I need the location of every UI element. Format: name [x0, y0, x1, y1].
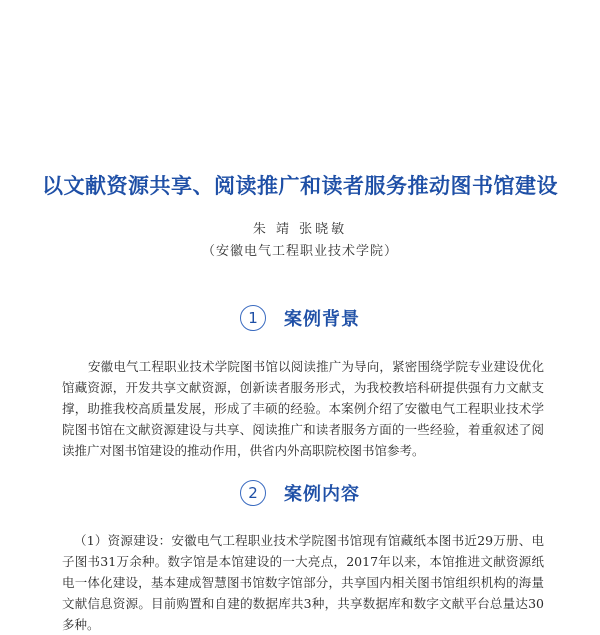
section-title: 案例背景	[284, 309, 360, 330]
section-number-circle: 2	[240, 480, 266, 506]
author-affiliation: （安徽电气工程职业技术学院）	[201, 244, 398, 259]
author-names: 朱 靖 张晓敏	[252, 222, 348, 237]
section-paragraph: 安徽电气工程职业技术学院图书馆以阅读推广为导向，紧密围绕学院专业建设优化馆藏资源，开发共享文献资源，创新读者服务形式，为我校教培科研提供强有力文献支撑，助推我校高质量发展，形成了丰硕的经验。本案例介绍了安徽电气工程职业技术学院图书馆在文献资源建设与共享、阅读推广和读者服务方面的一些经验，着重叙述了阅读推广对图书馆建设的推动作用，供省内外高职院校图书馆参考。	[62, 359, 544, 458]
section-title: 案例内容	[284, 484, 360, 505]
section-number-circle: 1	[240, 305, 266, 331]
document-title: 以文献资源共享、阅读推广和读者服务推动图书馆建设	[42, 174, 558, 198]
section-heading-background	[0, 305, 600, 331]
section-heading-content	[0, 480, 600, 506]
section-paragraph: （1）资源建设：安徽电气工程职业技术学院图书馆现有馆藏纸本图书近29万册、电子图书31万余种。数字馆是本馆建设的一大亮点，2017年以来，本馆推进文献资源纸电一体化建设，基本建成智慧图书馆数字馆部分，共享国内相关图书馆组织机构的海量文献信息资源。目前购置和自建的数据库共3种，共享数据库和数字文献平台总量达30多种。	[62, 533, 544, 632]
